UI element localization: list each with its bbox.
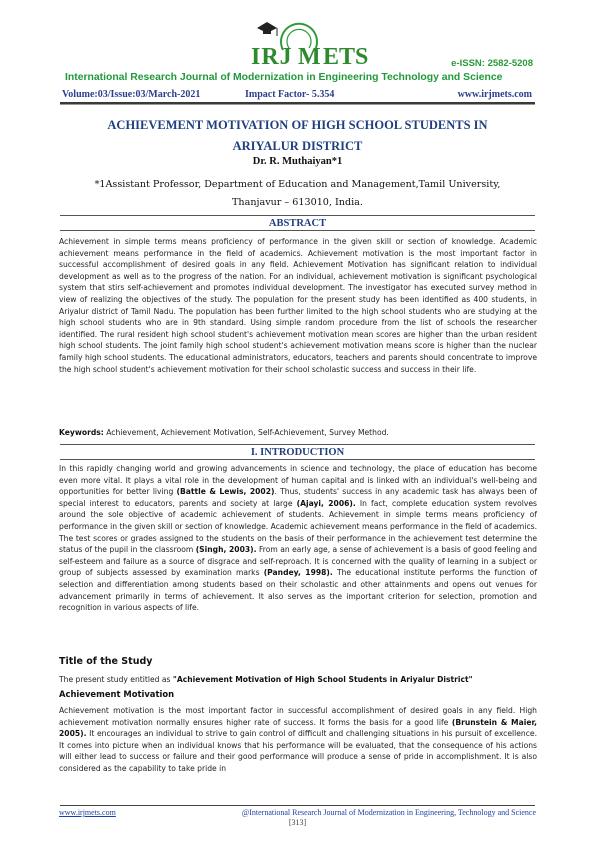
footer-copyright: @International Research Journal of Modernization in Engineering, Technology and Science [241,808,536,817]
intro-text-3: In fact, complete education system revolves around the sole objective of academic achievement of students. Achievement in simple terms means proficiency of performance in the given skill or section of knowledge. Academic achievement means performance in the field of academics. The test scores or grades assigned to the students on the basis of their performance in the achievement test determine the status of the pupil in the classroom [59,498,538,555]
impact-factor: Impact Factor- 5.354 [245,89,335,100]
study-text-prefix: The present study entitled as [59,675,173,684]
affiliation-line-2: Thanjavur – 613010, India. [232,197,363,208]
svg-text:M: M [298,44,321,70]
paper-title [60,115,535,157]
title-line-2: ARIYALUR DISTRICT [232,139,363,153]
study-title-bold: "Achievement Motivation of High School Students in Ariyalur District" [172,675,473,684]
citation: (Singh, 2003). [195,545,257,555]
website-link[interactable]: www.irjmets.com [457,89,532,100]
achievement-motivation-text [59,705,537,775]
achievement-text-2: It encourages an individual to strive to gain control of difficult and challenging situations in his pursuit of excellence. It comes into picture when an individual knows that his performance will be evaluated, that the consequence of his actions will either lead to success or failure and their good performance will produce a sense of pride in accomplishment. It is also considered as the capability to take pride in [59,729,537,773]
title-of-study-heading: Title of the Study [59,656,153,667]
title-line-1: ACHIEVEMENT MOTIVATION OF HIGH SCHOOL STUDENTS IN [107,118,488,132]
introduction-heading: I. INTRODUCTION [60,444,535,460]
title-of-study-text [59,674,537,686]
author-name: Dr. R. Muthaiyan*1 [252,156,343,167]
intro-text-5: The educational institute performs the function of selection and differentiation among students based on their scholastic and other attainments and opens out venues for advancement primarily in terms of achievement. It also serves as the important criterion for selection, promotion and recognition in various aspects of life. [59,568,538,613]
abstract-heading: ABSTRACT [60,215,535,231]
intro-text-1: In this rapidly changing world and growing advancements in science and technology, the place of education has become even more vital. It plays a vital role in the development of human capital and is linked with an individual's well-being and opportunities for better living [59,464,537,497]
introduction-text [59,463,537,614]
svg-text:IRJ: IRJ [251,44,293,70]
footer-website-link[interactable]: www.irjmets.com [59,808,116,817]
citation: (Battle & Lewis, 2002) [176,487,275,497]
citation: (Pandey, 1998). [263,568,333,578]
keywords-text: Achievement, Achievement Motivation, Self-Achievement, Survey Method. [103,428,389,437]
header-rule [60,102,535,105]
keywords-label: Keywords: [59,428,104,437]
journal-name: International Research Journal of Modernization in Engineering Technology and Science [65,72,503,83]
volume-issue: Volume:03/Issue:03/March-2021 [62,89,201,100]
citation: (Brunstein & Maier, 2005). [59,717,537,739]
page-number: [313] [288,818,307,827]
journal-logo [243,18,369,74]
svg-text:ETS: ETS [323,44,369,70]
intro-text-2: . Thus, students' success in any academic task has always been of special interest to educators, parents and society at large [59,487,538,508]
achievement-text-1: Achievement motivation is the most important factor in successful accomplishment of desired goals in any field. High achievement motivation normally ensures higher rate of success. It forms the basis for a good life [59,706,537,727]
affiliation-line-1: *1Assistant Professor, Department of Education and Management,Tamil University, [94,179,501,190]
citation: (Ajayi, 2006). [296,498,356,508]
issn-number: e-ISSN: 2582-5208 [451,58,533,69]
achievement-motivation-heading: Achievement Motivation [59,689,175,699]
intro-text-4: From an early age, a sense of achievement is a basis of good feeling and self-esteem and failure as a source of disgrace and self-reproach. It is concerned with the quality of learning in a subject or group of subjects assessed by examination marks [59,545,537,578]
footer-rule [60,805,535,806]
keywords-line [59,427,537,439]
author-affiliation [60,176,535,212]
abstract-text: Achievement in simple terms means proficiency of performance in the given skill or section of knowledge. Academic achievement means performance in the field of academics. Achievement motivation is the most important factor in successful accomplishment of desired goals in any field. Achievement Motivation has significant relation to individual development as well as to the progress of the nation. For an individual, achievement motivation is significant psychological system that stirs self-achievement and promotes individual development. The investigator has executed survey method in view of realizing the objectives of the study. The population for the present study has been identified as 400 students, in Ariyalur district of Tamil Nadu. The population has been further limited to the high school students who are studying at the high school students who are in 9th standard. Using simple random procedure from the list of schools the researcher identified. The rural resident high school student's achievement motivation mean scores are higher than the urban resident high school students. The joint family high school student's achievement motivation means score is higher than the nuclear family high school students. The educational administrators, educators, teachers and parents should concentrate to improve the high school student's achievement motivation for their school scholastic success and success in their life. [59,237,537,374]
